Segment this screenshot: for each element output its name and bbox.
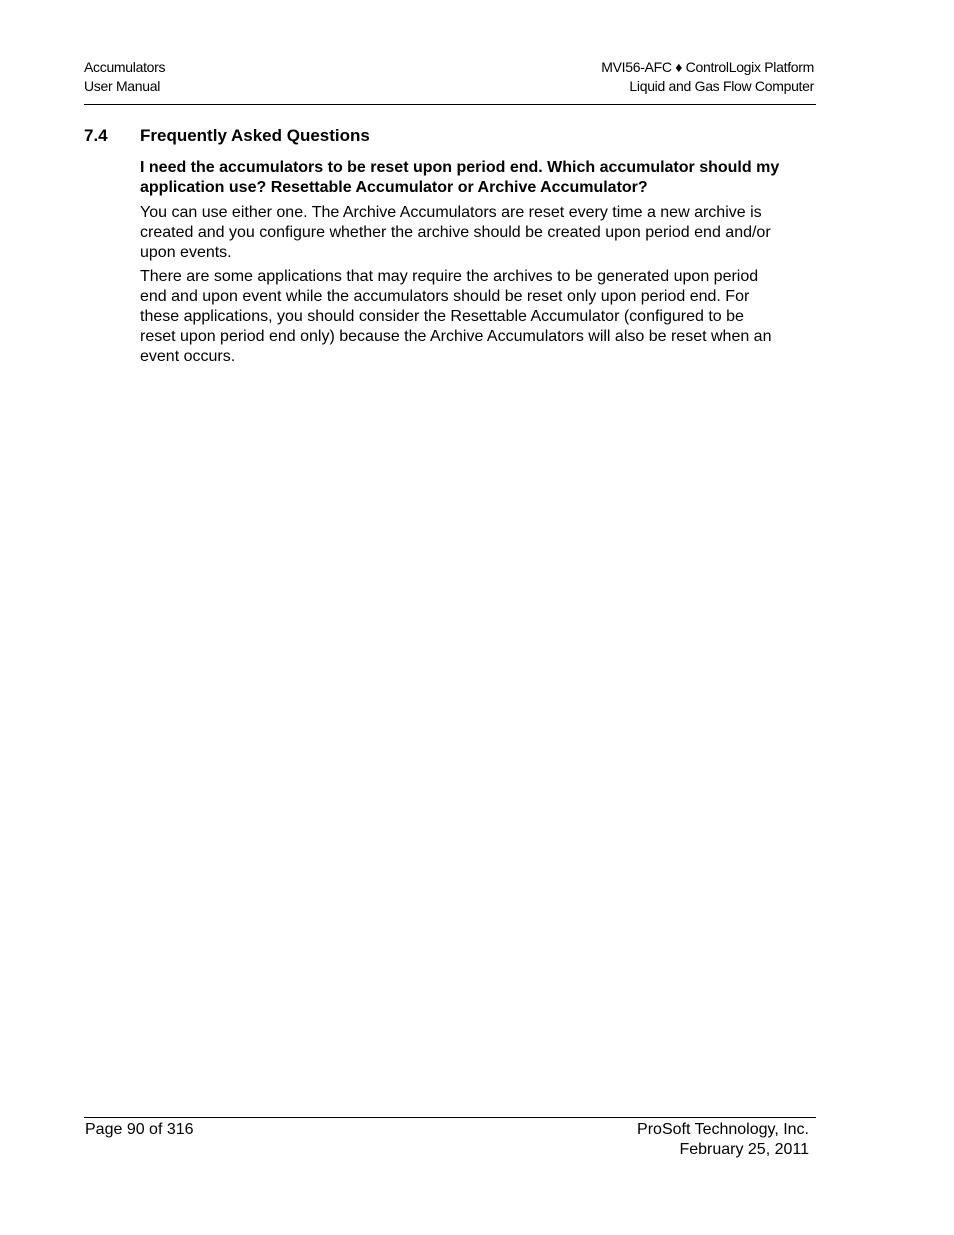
faq-answer-paragraph: There are some applications that may require the archives to be generated upon period end and upon event while the accumulators should be reset only upon period end. For these applications, you should consider the Resettable Accumulator (configured to be reset upon period end only) because the Archive Accumulators will also be reset when an event occurs. <box>140 268 772 365</box>
header-product-description: Liquid and Gas Flow Computer <box>629 78 814 94</box>
section-title: Frequently Asked Questions <box>140 126 370 145</box>
header-document-type: User Manual <box>84 78 161 94</box>
page-footer <box>84 1117 816 1158</box>
page-header <box>84 56 816 105</box>
faq-answer-paragraph: You can use either one. The Archive Accumulators are reset every time a new archive is created and you configure whether the archive should be created upon period end and/or upon events. <box>140 204 771 261</box>
faq-entry <box>140 158 780 371</box>
section-number: 7.4 <box>84 126 108 145</box>
footer-right <box>637 1120 809 1159</box>
faq-question: I need the accumulators to be reset upon period end. Which accumulator should my application use? Resettable Accumulator or Archive Accumulator? <box>140 159 780 196</box>
footer-company: ProSoft Technology, Inc. <box>637 1121 809 1138</box>
header-product-name: MVI56-AFC ♦ ControlLogix Platform <box>601 59 814 75</box>
section-heading <box>84 125 784 147</box>
header-right <box>601 58 814 96</box>
section-heading-block <box>84 125 784 147</box>
header-chapter-title: Accumulators <box>84 59 166 75</box>
header-left <box>84 58 165 96</box>
page-number: Page 90 of 316 <box>85 1121 194 1138</box>
footer-date: February 25, 2011 <box>679 1140 809 1158</box>
